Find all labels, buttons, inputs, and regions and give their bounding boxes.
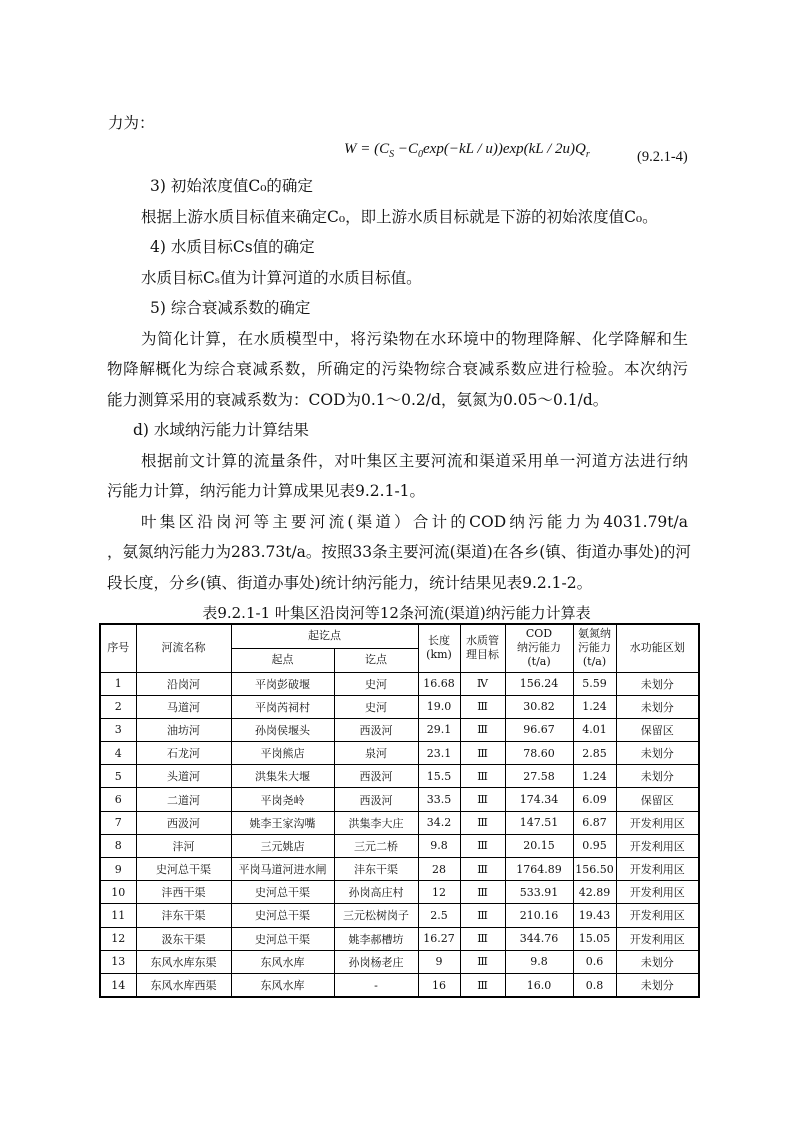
cell-river: 沣东干渠 — [136, 904, 231, 927]
cell-cod: 96.67 — [505, 718, 573, 741]
header-end: 讫点 — [334, 648, 418, 672]
table-row — [100, 695, 699, 718]
cell-start: 史河总干渠 — [231, 881, 334, 904]
header-length: 长度 (km) — [418, 624, 460, 672]
cell-length: 12 — [418, 881, 460, 904]
table-row — [100, 834, 699, 857]
cell-start: 平岗尧岭 — [231, 788, 334, 811]
cell-cod: 78.60 — [505, 742, 573, 765]
cell-zone: 保留区 — [616, 718, 699, 741]
cell-nh: 4.01 — [573, 718, 616, 741]
header-nh: 氨氮纳 污能力 (t/a) — [573, 624, 616, 672]
cell-start: 平岗熊店 — [231, 742, 334, 765]
cell-cod: 27.58 — [505, 765, 573, 788]
header-cod: COD 纳污能力 (t/a) — [505, 624, 573, 672]
paragraph-result-line-1: 根据前文计算的流量条件，对叶集区主要河流和渠道采用单一河道方法进行纳 — [141, 452, 688, 470]
cell-cod: 30.82 — [505, 695, 573, 718]
cell-length: 33.5 — [418, 788, 460, 811]
cell-no: 14 — [100, 973, 136, 997]
cell-zone: 未划分 — [616, 742, 699, 765]
cell-zone: 保留区 — [616, 788, 699, 811]
cell-end: 孙岗杨老庄 — [334, 950, 418, 973]
header-target: 水质管 理目标 — [460, 624, 505, 672]
cell-end: 西汲河 — [334, 788, 418, 811]
paragraph-c0: 根据上游水质目标值来确定C₀，即上游水质目标就是下游的初始浓度值C₀。 — [141, 208, 658, 226]
table-row — [100, 742, 699, 765]
table-row — [100, 904, 699, 927]
cell-start: 史河总干渠 — [231, 904, 334, 927]
cell-cod: 533.91 — [505, 881, 573, 904]
cell-river: 汲东干渠 — [136, 927, 231, 950]
formula-9-2-1-4: $W = (C_S -C_0\exp(-kL / u))\exp(kL / 2u)Q_r$ — [344, 141, 590, 160]
cell-target: Ⅲ — [460, 904, 505, 927]
cell-target: Ⅲ — [460, 718, 505, 741]
paragraph-total-line-2: ，氨氮纳污能力为283.73t/a。按照33条主要河流(渠道)在各乡(镇、街道办事处)的河 — [107, 543, 691, 561]
cell-zone: 未划分 — [616, 672, 699, 695]
table-row — [100, 973, 699, 997]
paragraph-result-line-2: 污能力计算，纳污能力计算成果见表9.2.1-1。 — [107, 482, 426, 500]
cell-zone: 开发利用区 — [616, 881, 699, 904]
cell-nh: 42.89 — [573, 881, 616, 904]
paragraph-decay-line-1: 为简化计算，在水质模型中，将污染物在水环境中的物理降解、化学降解和生 — [141, 330, 688, 348]
cell-length: 15.5 — [418, 765, 460, 788]
cell-nh: 15.05 — [573, 927, 616, 950]
cell-no: 12 — [100, 927, 136, 950]
header-no: 序号 — [100, 624, 136, 672]
cell-start: 平岗马道河进水闸 — [231, 858, 334, 881]
cell-length: 9 — [418, 950, 460, 973]
cell-zone: 未划分 — [616, 973, 699, 997]
cell-nh: 1.24 — [573, 695, 616, 718]
cell-nh: 6.09 — [573, 788, 616, 811]
heading-c0: 3) 初始浓度值C₀的确定 — [150, 177, 313, 195]
cell-target: Ⅲ — [460, 881, 505, 904]
cell-river: 东风水库西渠 — [136, 973, 231, 997]
cell-target: Ⅲ — [460, 788, 505, 811]
cell-target: Ⅲ — [460, 973, 505, 997]
cell-start: 洪集朱大堰 — [231, 765, 334, 788]
cell-zone: 未划分 — [616, 765, 699, 788]
cell-start: 东风水库 — [231, 973, 334, 997]
cell-length: 19.0 — [418, 695, 460, 718]
cell-start: 东风水库 — [231, 950, 334, 973]
cell-no: 10 — [100, 881, 136, 904]
header-start: 起点 — [231, 648, 334, 672]
cell-target: Ⅲ — [460, 811, 505, 834]
cell-river: 头道河 — [136, 765, 231, 788]
paragraph-decay-line-3: 能力测算采用的衰减系数为：COD为0.1～0.2/d，氨氮为0.05～0.1/d。 — [107, 391, 609, 409]
cell-end: 泉河 — [334, 742, 418, 765]
table-row — [100, 718, 699, 741]
cell-end: 史河 — [334, 695, 418, 718]
cell-cod: 344.76 — [505, 927, 573, 950]
table-row — [100, 881, 699, 904]
cell-cod: 174.34 — [505, 788, 573, 811]
cell-nh: 1.24 — [573, 765, 616, 788]
table-caption: 表9.2.1-1 叶集区沿岗河等12条河流(渠道)纳污能力计算表 — [202, 604, 591, 622]
cell-river: 沣河 — [136, 834, 231, 857]
cell-no: 6 — [100, 788, 136, 811]
cell-target: Ⅲ — [460, 742, 505, 765]
cell-end: 孙岗高庄村 — [334, 881, 418, 904]
cell-end: - — [334, 973, 418, 997]
cell-nh: 19.43 — [573, 904, 616, 927]
heading-decay: 5) 综合衰减系数的确定 — [150, 299, 311, 317]
cell-cod: 147.51 — [505, 811, 573, 834]
cell-start: 平岗芮祠村 — [231, 695, 334, 718]
cell-length: 16.27 — [418, 927, 460, 950]
cell-river: 东风水库东渠 — [136, 950, 231, 973]
formula-number: (9.2.1-4) — [637, 149, 688, 165]
cell-target: Ⅲ — [460, 858, 505, 881]
heading-result: d) 水域纳污能力计算结果 — [133, 421, 309, 439]
cell-nh: 0.8 — [573, 973, 616, 997]
cell-nh: 156.50 — [573, 858, 616, 881]
pollution-capacity-table — [99, 623, 700, 998]
table-row — [100, 858, 699, 881]
cell-zone: 开发利用区 — [616, 904, 699, 927]
cell-cod: 210.16 — [505, 904, 573, 927]
cell-no: 7 — [100, 811, 136, 834]
cell-cod: 156.24 — [505, 672, 573, 695]
cell-river: 马道河 — [136, 695, 231, 718]
table-row — [100, 672, 699, 695]
cell-river: 油坊河 — [136, 718, 231, 741]
cell-no: 9 — [100, 858, 136, 881]
cell-zone: 开发利用区 — [616, 927, 699, 950]
cell-length: 2.5 — [418, 904, 460, 927]
cell-end: 姚李郝槽坊 — [334, 927, 418, 950]
cell-target: Ⅲ — [460, 765, 505, 788]
cell-start: 姚李王家沟嘴 — [231, 811, 334, 834]
cell-nh: 0.95 — [573, 834, 616, 857]
cell-zone: 开发利用区 — [616, 834, 699, 857]
cell-no: 4 — [100, 742, 136, 765]
cell-end: 沣东干渠 — [334, 858, 418, 881]
cell-river: 二道河 — [136, 788, 231, 811]
cell-zone: 开发利用区 — [616, 811, 699, 834]
cell-target: Ⅲ — [460, 695, 505, 718]
cell-start: 三元姚店 — [231, 834, 334, 857]
cell-no: 5 — [100, 765, 136, 788]
cell-nh: 6.87 — [573, 811, 616, 834]
paragraph-decay-line-2: 物降解概化为综合衰减系数，所确定的污染物综合衰减系数应进行检验。本次纳污 — [107, 360, 688, 378]
table-row — [100, 765, 699, 788]
table-row — [100, 950, 699, 973]
cell-end: 西汲河 — [334, 718, 418, 741]
cell-end: 西汲河 — [334, 765, 418, 788]
cell-nh: 5.59 — [573, 672, 616, 695]
cell-start: 史河总干渠 — [231, 927, 334, 950]
cell-length: 23.1 — [418, 742, 460, 765]
cell-no: 2 — [100, 695, 136, 718]
intro-text: 力为： — [108, 114, 155, 132]
cell-river: 西汲河 — [136, 811, 231, 834]
cell-no: 11 — [100, 904, 136, 927]
cell-nh: 0.6 — [573, 950, 616, 973]
paragraph-total-line-3: 段长度，分乡(镇、街道办事处)统计纳污能力，统计结果见表9.2.1-2。 — [107, 574, 593, 592]
cell-length: 16.68 — [418, 672, 460, 695]
cell-target: Ⅲ — [460, 927, 505, 950]
header-range: 起讫点 — [231, 624, 418, 648]
cell-end: 史河 — [334, 672, 418, 695]
cell-cod: 20.15 — [505, 834, 573, 857]
header-zone: 水功能区划 — [616, 624, 699, 672]
cell-length: 28 — [418, 858, 460, 881]
table-row — [100, 811, 699, 834]
paragraph-cs: 水质目标Cₛ值为计算河道的水质目标值。 — [141, 269, 422, 287]
cell-no: 8 — [100, 834, 136, 857]
cell-length: 9.8 — [418, 834, 460, 857]
header-river: 河流名称 — [136, 624, 231, 672]
cell-nh: 2.85 — [573, 742, 616, 765]
table-row — [100, 927, 699, 950]
cell-zone: 未划分 — [616, 950, 699, 973]
cell-target: Ⅲ — [460, 834, 505, 857]
cell-start: 平岗彭破堰 — [231, 672, 334, 695]
cell-target: Ⅳ — [460, 672, 505, 695]
cell-length: 29.1 — [418, 718, 460, 741]
cell-river: 沣西干渠 — [136, 881, 231, 904]
cell-river: 史河总干渠 — [136, 858, 231, 881]
cell-cod: 9.8 — [505, 950, 573, 973]
cell-start: 孙岗侯堰头 — [231, 718, 334, 741]
cell-end: 三元松树岗子 — [334, 904, 418, 927]
cell-length: 34.2 — [418, 811, 460, 834]
cell-river: 石龙河 — [136, 742, 231, 765]
cell-no: 13 — [100, 950, 136, 973]
paragraph-total-line-1: 叶集区沿岗河等主要河流(渠道）合计的COD纳污能力为4031.79t/a — [141, 513, 688, 531]
cell-end: 三元二桥 — [334, 834, 418, 857]
cell-cod: 16.0 — [505, 973, 573, 997]
cell-no: 1 — [100, 672, 136, 695]
heading-cs: 4) 水质目标Cs值的确定 — [150, 238, 315, 256]
cell-length: 16 — [418, 973, 460, 997]
cell-cod: 1764.89 — [505, 858, 573, 881]
cell-zone: 未划分 — [616, 695, 699, 718]
table-row — [100, 788, 699, 811]
cell-end: 洪集李大庄 — [334, 811, 418, 834]
cell-no: 3 — [100, 718, 136, 741]
cell-zone: 开发利用区 — [616, 858, 699, 881]
cell-target: Ⅲ — [460, 950, 505, 973]
cell-river: 沿岗河 — [136, 672, 231, 695]
